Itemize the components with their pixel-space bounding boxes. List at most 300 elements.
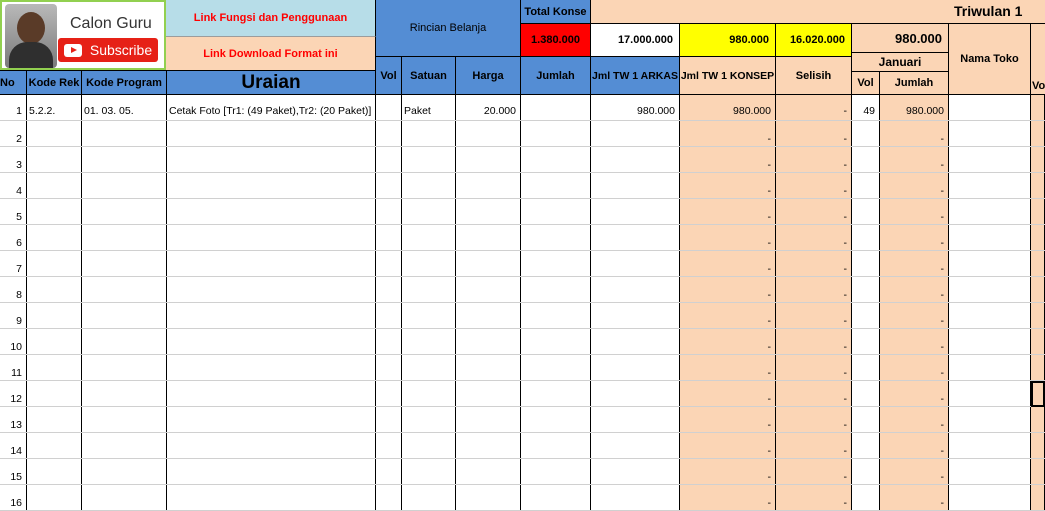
cell-arkas[interactable] bbox=[591, 251, 680, 277]
cell-selisih[interactable] bbox=[776, 329, 852, 355]
cell-value: - bbox=[767, 159, 771, 171]
cell-vol[interactable] bbox=[376, 459, 402, 485]
cell-kode-rek[interactable] bbox=[27, 407, 82, 433]
cell-vol[interactable] bbox=[376, 199, 402, 225]
cell-value: 49 bbox=[863, 105, 875, 117]
cell-next-vol[interactable] bbox=[1031, 225, 1045, 251]
cell-jumlah[interactable] bbox=[521, 277, 591, 303]
cell-no[interactable] bbox=[0, 485, 27, 511]
cell-uraian[interactable] bbox=[167, 121, 376, 147]
cell-nama-toko[interactable] bbox=[949, 251, 1031, 277]
cell-kode-program[interactable] bbox=[82, 95, 167, 121]
cell-selisih[interactable] bbox=[776, 199, 852, 225]
cell-value: Cetak Foto [Tr1: (49 Paket),Tr2: (20 Paket)] bbox=[169, 105, 372, 117]
cell-jan-vol[interactable] bbox=[852, 121, 880, 147]
cell-satuan[interactable] bbox=[402, 303, 456, 329]
cell-vol[interactable] bbox=[376, 251, 402, 277]
cell-no[interactable] bbox=[0, 225, 27, 251]
cell-harga[interactable] bbox=[456, 173, 521, 199]
cell-nama-toko[interactable] bbox=[949, 199, 1031, 225]
cell-no[interactable] bbox=[0, 303, 27, 329]
col-vol: Vol bbox=[376, 56, 402, 94]
cell-uraian[interactable] bbox=[167, 381, 376, 407]
cell-uraian[interactable] bbox=[167, 225, 376, 251]
link-download[interactable]: Link Download Format ini bbox=[166, 37, 376, 71]
cell-jan-vol[interactable] bbox=[852, 303, 880, 329]
cell-jan-vol[interactable] bbox=[852, 433, 880, 459]
cell-no[interactable] bbox=[0, 121, 27, 147]
subscribe-label: Subscribe bbox=[89, 42, 153, 58]
table-row[interactable] bbox=[0, 433, 1045, 459]
cell-uraian[interactable] bbox=[167, 277, 376, 303]
cell-jan-vol[interactable] bbox=[852, 147, 880, 173]
cell-nama-toko[interactable] bbox=[949, 485, 1031, 511]
cell-kode-rek[interactable] bbox=[27, 199, 82, 225]
cell-jan-jumlah[interactable] bbox=[880, 303, 949, 329]
cell-value: 20.000 bbox=[483, 105, 516, 117]
cell-no[interactable] bbox=[0, 329, 27, 355]
cell-jumlah[interactable] bbox=[521, 121, 591, 147]
cell-vol[interactable] bbox=[376, 147, 402, 173]
cell-jan-jumlah[interactable] bbox=[880, 329, 949, 355]
cell-uraian[interactable] bbox=[167, 407, 376, 433]
table-row[interactable] bbox=[0, 95, 1045, 121]
cell-jan-jumlah[interactable] bbox=[880, 147, 949, 173]
cell-next-vol[interactable] bbox=[1031, 251, 1045, 277]
cell-harga[interactable] bbox=[456, 225, 521, 251]
cell-value: 8 bbox=[16, 289, 22, 301]
cell-kode-program[interactable] bbox=[82, 225, 167, 251]
triwulan-title: Triwulan 1 bbox=[954, 3, 1023, 19]
cell-vol[interactable] bbox=[376, 95, 402, 121]
januari-label: Januari bbox=[852, 53, 949, 72]
cell-value: - bbox=[940, 367, 944, 379]
cell-kode-program[interactable] bbox=[82, 251, 167, 277]
cell-konsep[interactable] bbox=[680, 355, 776, 381]
cell-harga[interactable] bbox=[456, 433, 521, 459]
cell-jumlah[interactable] bbox=[521, 433, 591, 459]
cell-arkas[interactable] bbox=[591, 173, 680, 199]
cell-next-vol[interactable] bbox=[1031, 121, 1045, 147]
table-row[interactable] bbox=[0, 147, 1045, 173]
cell-selisih[interactable] bbox=[776, 173, 852, 199]
cell-jumlah[interactable] bbox=[521, 459, 591, 485]
table-row[interactable] bbox=[0, 459, 1045, 485]
cell-jan-jumlah[interactable] bbox=[880, 199, 949, 225]
cell-nama-toko[interactable] bbox=[949, 329, 1031, 355]
cell-nama-toko[interactable] bbox=[949, 433, 1031, 459]
cell-kode-program[interactable] bbox=[82, 381, 167, 407]
cell-selisih[interactable] bbox=[776, 407, 852, 433]
cell-kode-rek[interactable] bbox=[27, 173, 82, 199]
cell-value: - bbox=[843, 289, 847, 301]
cell-harga[interactable] bbox=[456, 95, 521, 121]
cell-value: - bbox=[843, 497, 847, 509]
cell-kode-rek[interactable] bbox=[27, 147, 82, 173]
cell-kode-program[interactable] bbox=[82, 303, 167, 329]
cell-jan-vol[interactable] bbox=[852, 199, 880, 225]
cell-kode-rek[interactable] bbox=[27, 381, 82, 407]
cell-selisih[interactable] bbox=[776, 147, 852, 173]
table-row[interactable] bbox=[0, 407, 1045, 433]
cell-arkas[interactable] bbox=[591, 329, 680, 355]
cell-no[interactable] bbox=[0, 251, 27, 277]
cell-kode-rek[interactable] bbox=[27, 251, 82, 277]
cell-next-vol[interactable] bbox=[1031, 329, 1045, 355]
cell-vol[interactable] bbox=[376, 485, 402, 511]
cell-no[interactable] bbox=[0, 173, 27, 199]
cell-kode-program[interactable] bbox=[82, 277, 167, 303]
cell-arkas[interactable] bbox=[591, 147, 680, 173]
cell-value: - bbox=[940, 471, 944, 483]
cell-value: - bbox=[940, 289, 944, 301]
cell-value: - bbox=[767, 393, 771, 405]
cell-konsep[interactable] bbox=[680, 329, 776, 355]
cell-kode-rek[interactable] bbox=[27, 485, 82, 511]
col-jumlah: Jumlah bbox=[521, 56, 591, 94]
cell-harga[interactable] bbox=[456, 147, 521, 173]
cell-konsep[interactable] bbox=[680, 277, 776, 303]
table-row[interactable] bbox=[0, 329, 1045, 355]
cell-nama-toko[interactable] bbox=[949, 225, 1031, 251]
cell-jan-vol[interactable] bbox=[852, 329, 880, 355]
cell-satuan[interactable] bbox=[402, 485, 456, 511]
cell-jan-vol[interactable] bbox=[852, 355, 880, 381]
table-row[interactable] bbox=[0, 121, 1045, 147]
tw-konsep-total: 980.000 bbox=[680, 24, 776, 56]
cell-kode-rek[interactable] bbox=[27, 303, 82, 329]
cell-no[interactable] bbox=[0, 459, 27, 485]
cell-jumlah[interactable] bbox=[521, 251, 591, 277]
cell-satuan[interactable] bbox=[402, 95, 456, 121]
cell-selisih[interactable] bbox=[776, 277, 852, 303]
cell-kode-program[interactable] bbox=[82, 121, 167, 147]
data-grid[interactable] bbox=[0, 95, 1045, 508]
table-row[interactable] bbox=[0, 199, 1045, 225]
cell-satuan[interactable] bbox=[402, 381, 456, 407]
link-fungsi[interactable]: Link Fungsi dan Penggunaan bbox=[166, 0, 376, 37]
cell-uraian[interactable] bbox=[167, 251, 376, 277]
cell-jumlah[interactable] bbox=[521, 355, 591, 381]
cell-no[interactable] bbox=[0, 277, 27, 303]
cell-next-vol[interactable] bbox=[1031, 199, 1045, 225]
cell-jumlah[interactable] bbox=[521, 173, 591, 199]
col-kode-program: Kode Program bbox=[82, 71, 167, 94]
cell-harga[interactable] bbox=[456, 329, 521, 355]
cell-nama-toko[interactable] bbox=[949, 277, 1031, 303]
cell-selisih[interactable] bbox=[776, 251, 852, 277]
cell-kode-program[interactable] bbox=[82, 199, 167, 225]
cell-satuan[interactable] bbox=[402, 147, 456, 173]
cell-selisih[interactable] bbox=[776, 459, 852, 485]
cell-no[interactable] bbox=[0, 95, 27, 121]
cell-next-vol[interactable] bbox=[1031, 485, 1045, 511]
cell-selisih[interactable] bbox=[776, 485, 852, 511]
cell-jan-vol[interactable] bbox=[852, 251, 880, 277]
cell-next-vol[interactable] bbox=[1031, 407, 1045, 433]
table-row[interactable] bbox=[0, 303, 1045, 329]
cell-jumlah[interactable] bbox=[521, 225, 591, 251]
cell-no[interactable] bbox=[0, 147, 27, 173]
table-row[interactable] bbox=[0, 225, 1045, 251]
cell-konsep[interactable] bbox=[680, 459, 776, 485]
cell-value: Paket bbox=[404, 105, 431, 117]
cell-jan-jumlah[interactable] bbox=[880, 173, 949, 199]
cell-arkas[interactable] bbox=[591, 407, 680, 433]
cell-vol[interactable] bbox=[376, 277, 402, 303]
cell-konsep[interactable] bbox=[680, 147, 776, 173]
cell-next-vol[interactable] bbox=[1031, 433, 1045, 459]
cell-kode-program[interactable] bbox=[82, 485, 167, 511]
table-row[interactable] bbox=[0, 277, 1045, 303]
cell-vol[interactable] bbox=[376, 329, 402, 355]
cell-konsep[interactable] bbox=[680, 199, 776, 225]
cell-value: 2 bbox=[16, 133, 22, 145]
cell-value: - bbox=[940, 419, 944, 431]
cell-jumlah[interactable] bbox=[521, 485, 591, 511]
cell-jan-vol[interactable] bbox=[852, 173, 880, 199]
cell-konsep[interactable] bbox=[680, 485, 776, 511]
cell-jumlah[interactable] bbox=[521, 381, 591, 407]
cell-next-vol[interactable] bbox=[1031, 173, 1045, 199]
cell-harga[interactable] bbox=[456, 303, 521, 329]
col-kode-rek: Kode Rek bbox=[27, 71, 82, 94]
cell-selisih[interactable] bbox=[776, 303, 852, 329]
cell-vol[interactable] bbox=[376, 355, 402, 381]
cell-next-vol[interactable] bbox=[1031, 147, 1045, 173]
table-row[interactable] bbox=[0, 173, 1045, 199]
cell-kode-rek[interactable] bbox=[27, 121, 82, 147]
cell-value: - bbox=[843, 263, 847, 275]
cell-value: - bbox=[767, 367, 771, 379]
cell-kode-program[interactable] bbox=[82, 459, 167, 485]
cell-jan-jumlah[interactable] bbox=[880, 381, 949, 407]
cell-satuan[interactable] bbox=[402, 225, 456, 251]
cell-nama-toko[interactable] bbox=[949, 95, 1031, 121]
cell-vol[interactable] bbox=[376, 225, 402, 251]
cell-uraian[interactable] bbox=[167, 303, 376, 329]
cell-uraian[interactable] bbox=[167, 147, 376, 173]
cell-jan-vol[interactable] bbox=[852, 407, 880, 433]
cell-vol[interactable] bbox=[376, 381, 402, 407]
cell-value: - bbox=[940, 211, 944, 223]
cell-kode-program[interactable] bbox=[82, 147, 167, 173]
cell-kode-program[interactable] bbox=[82, 407, 167, 433]
cell-kode-rek[interactable] bbox=[27, 433, 82, 459]
cell-vol[interactable] bbox=[376, 173, 402, 199]
cell-satuan[interactable] bbox=[402, 121, 456, 147]
cell-vol[interactable] bbox=[376, 407, 402, 433]
cell-kode-program[interactable] bbox=[82, 329, 167, 355]
cell-konsep[interactable] bbox=[680, 381, 776, 407]
cell-value: - bbox=[843, 237, 847, 249]
cell-selisih[interactable] bbox=[776, 433, 852, 459]
cell-nama-toko[interactable] bbox=[949, 459, 1031, 485]
cell-jan-vol[interactable] bbox=[852, 381, 880, 407]
cell-konsep[interactable] bbox=[680, 407, 776, 433]
cell-kode-program[interactable] bbox=[82, 173, 167, 199]
cell-vol[interactable] bbox=[376, 303, 402, 329]
cell-selisih[interactable] bbox=[776, 381, 852, 407]
januari-total: 980.000 bbox=[852, 24, 949, 53]
cell-jan-jumlah[interactable] bbox=[880, 121, 949, 147]
cell-uraian[interactable] bbox=[167, 95, 376, 121]
cell-satuan[interactable] bbox=[402, 251, 456, 277]
cell-selisih[interactable] bbox=[776, 355, 852, 381]
cell-jumlah[interactable] bbox=[521, 407, 591, 433]
cell-kode-rek[interactable] bbox=[27, 225, 82, 251]
cell-satuan[interactable] bbox=[402, 355, 456, 381]
cell-value: 980.000 bbox=[733, 105, 771, 117]
cell-kode-program[interactable] bbox=[82, 433, 167, 459]
cell-konsep[interactable] bbox=[680, 303, 776, 329]
cell-vol[interactable] bbox=[376, 433, 402, 459]
cell-value: - bbox=[843, 419, 847, 431]
cell-satuan[interactable] bbox=[402, 173, 456, 199]
cell-jan-vol[interactable] bbox=[852, 459, 880, 485]
cell-arkas[interactable] bbox=[591, 355, 680, 381]
cell-arkas[interactable] bbox=[591, 303, 680, 329]
cell-konsep[interactable] bbox=[680, 251, 776, 277]
cell-value: - bbox=[843, 445, 847, 457]
cell-jan-vol[interactable] bbox=[852, 277, 880, 303]
cell-arkas[interactable] bbox=[591, 433, 680, 459]
cell-harga[interactable] bbox=[456, 355, 521, 381]
cell-harga[interactable] bbox=[456, 251, 521, 277]
cell-arkas[interactable] bbox=[591, 485, 680, 511]
cell-value: - bbox=[767, 211, 771, 223]
cell-arkas[interactable] bbox=[591, 95, 680, 121]
cell-no[interactable] bbox=[0, 433, 27, 459]
cell-nama-toko[interactable] bbox=[949, 303, 1031, 329]
cell-satuan[interactable] bbox=[402, 407, 456, 433]
total-konsep-label: Total Konse bbox=[521, 0, 591, 24]
cell-harga[interactable] bbox=[456, 381, 521, 407]
cell-value: - bbox=[767, 315, 771, 327]
cell-jumlah[interactable] bbox=[521, 147, 591, 173]
cell-value: - bbox=[767, 263, 771, 275]
cell-kode-rek[interactable] bbox=[27, 459, 82, 485]
cell-harga[interactable] bbox=[456, 277, 521, 303]
cell-uraian[interactable] bbox=[167, 173, 376, 199]
cell-uraian[interactable] bbox=[167, 459, 376, 485]
cell-harga[interactable] bbox=[456, 121, 521, 147]
cell-jumlah[interactable] bbox=[521, 303, 591, 329]
cell-jan-jumlah[interactable] bbox=[880, 433, 949, 459]
table-row[interactable] bbox=[0, 485, 1045, 511]
cell-kode-rek[interactable] bbox=[27, 329, 82, 355]
cell-nama-toko[interactable] bbox=[949, 355, 1031, 381]
cell-harga[interactable] bbox=[456, 459, 521, 485]
cell-satuan[interactable] bbox=[402, 433, 456, 459]
table-row[interactable] bbox=[0, 355, 1045, 381]
cell-kode-rek[interactable] bbox=[27, 277, 82, 303]
selected-cell[interactable] bbox=[1031, 381, 1045, 407]
cell-next-vol[interactable] bbox=[1031, 277, 1045, 303]
cell-nama-toko[interactable] bbox=[949, 381, 1031, 407]
cell-selisih[interactable] bbox=[776, 95, 852, 121]
table-row[interactable] bbox=[0, 381, 1045, 407]
cell-uraian[interactable] bbox=[167, 355, 376, 381]
table-row[interactable] bbox=[0, 251, 1045, 277]
cell-konsep[interactable] bbox=[680, 95, 776, 121]
cell-value: 15 bbox=[10, 471, 22, 483]
cell-harga[interactable] bbox=[456, 407, 521, 433]
cell-jan-vol[interactable] bbox=[852, 95, 880, 121]
cell-jan-jumlah[interactable] bbox=[880, 485, 949, 511]
cell-konsep[interactable] bbox=[680, 173, 776, 199]
subscribe-button[interactable] bbox=[58, 38, 158, 62]
selisih-total: 16.020.000 bbox=[776, 24, 852, 56]
cell-nama-toko[interactable] bbox=[949, 173, 1031, 199]
cell-uraian[interactable] bbox=[167, 433, 376, 459]
channel-logo[interactable] bbox=[0, 0, 166, 70]
cell-jumlah[interactable] bbox=[521, 95, 591, 121]
cell-jan-jumlah[interactable] bbox=[880, 251, 949, 277]
cell-harga[interactable] bbox=[456, 485, 521, 511]
cell-arkas[interactable] bbox=[591, 199, 680, 225]
cell-nama-toko[interactable] bbox=[949, 121, 1031, 147]
cell-arkas[interactable] bbox=[591, 225, 680, 251]
cell-jan-vol[interactable] bbox=[852, 485, 880, 511]
cell-jan-jumlah[interactable] bbox=[880, 355, 949, 381]
cell-no[interactable] bbox=[0, 355, 27, 381]
cell-arkas[interactable] bbox=[591, 121, 680, 147]
cell-next-vol[interactable] bbox=[1031, 303, 1045, 329]
cell-jumlah[interactable] bbox=[521, 199, 591, 225]
cell-vol[interactable] bbox=[376, 121, 402, 147]
cell-satuan[interactable] bbox=[402, 277, 456, 303]
cell-jumlah[interactable] bbox=[521, 329, 591, 355]
cell-kode-rek[interactable] bbox=[27, 95, 82, 121]
cell-next-vol[interactable] bbox=[1031, 459, 1045, 485]
cell-satuan[interactable] bbox=[402, 459, 456, 485]
cell-uraian[interactable] bbox=[167, 485, 376, 511]
cell-jan-jumlah[interactable] bbox=[880, 95, 949, 121]
cell-nama-toko[interactable] bbox=[949, 147, 1031, 173]
cell-harga[interactable] bbox=[456, 199, 521, 225]
cell-konsep[interactable] bbox=[680, 225, 776, 251]
cell-kode-rek[interactable] bbox=[27, 355, 82, 381]
cell-selisih[interactable] bbox=[776, 225, 852, 251]
cell-arkas[interactable] bbox=[591, 459, 680, 485]
cell-next-vol[interactable] bbox=[1031, 355, 1045, 381]
cell-kode-program[interactable] bbox=[82, 355, 167, 381]
cell-jan-jumlah[interactable] bbox=[880, 225, 949, 251]
cell-arkas[interactable] bbox=[591, 277, 680, 303]
cell-jan-jumlah[interactable] bbox=[880, 277, 949, 303]
cell-uraian[interactable] bbox=[167, 199, 376, 225]
cell-jan-jumlah[interactable] bbox=[880, 459, 949, 485]
cell-nama-toko[interactable] bbox=[949, 407, 1031, 433]
cell-uraian[interactable] bbox=[167, 329, 376, 355]
cell-no[interactable] bbox=[0, 199, 27, 225]
cell-no[interactable] bbox=[0, 407, 27, 433]
cell-konsep[interactable] bbox=[680, 121, 776, 147]
cell-value: 7 bbox=[16, 263, 22, 275]
cell-arkas[interactable] bbox=[591, 381, 680, 407]
cell-satuan[interactable] bbox=[402, 329, 456, 355]
rincian-belanja-header: Rincian Belanja bbox=[376, 0, 521, 56]
cell-jan-vol[interactable] bbox=[852, 225, 880, 251]
cell-jan-jumlah[interactable] bbox=[880, 407, 949, 433]
cell-konsep[interactable] bbox=[680, 433, 776, 459]
cell-selisih[interactable] bbox=[776, 121, 852, 147]
cell-next-vol[interactable] bbox=[1031, 95, 1045, 121]
cell-no[interactable] bbox=[0, 381, 27, 407]
cell-value: - bbox=[767, 471, 771, 483]
cell-satuan[interactable] bbox=[402, 199, 456, 225]
